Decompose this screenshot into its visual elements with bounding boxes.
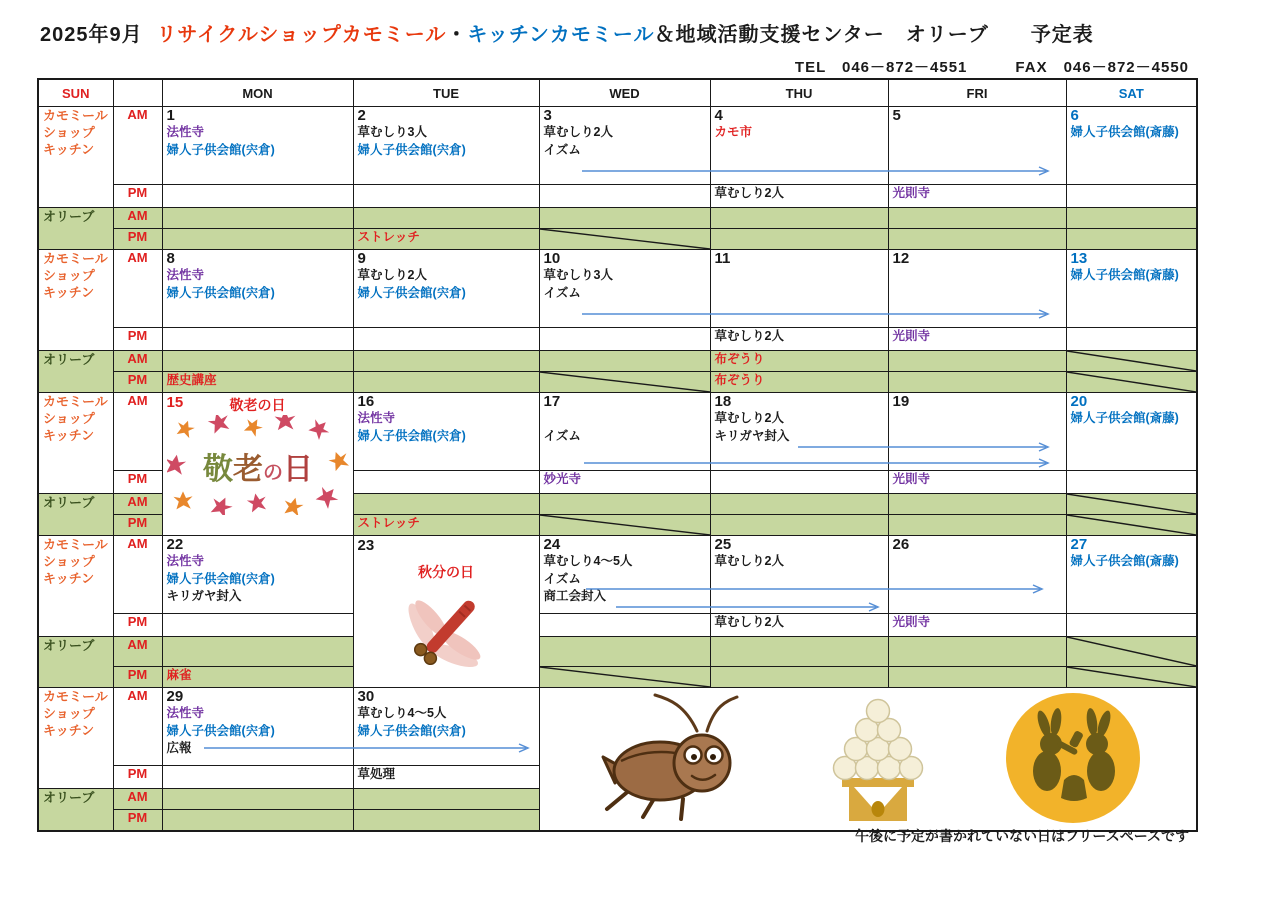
week1-row4 [38, 229, 1197, 250]
cell-w3-wed-olive-am [539, 494, 710, 515]
date-number: 29 [166, 688, 184, 705]
date-number: 3 [543, 107, 552, 124]
row-label-chamomile: カモミール ショップ キッチン [38, 107, 113, 208]
cell-w1-tue-olive-pm [353, 229, 539, 250]
cell-w3-thu-olive-pm [710, 515, 888, 536]
event-text: キリガヤ封入 [714, 428, 790, 443]
week3-row1 [38, 393, 1197, 471]
olive-pm-label: PM [113, 810, 162, 831]
cell-w1-mon-am [162, 107, 353, 185]
closed-slash-line [1067, 494, 1197, 514]
title-shop-name: リサイクルショップカモミール [156, 24, 447, 46]
cell-w1-tue-am [353, 107, 539, 185]
event-text: 婦人子供会館(宍倉) [166, 723, 275, 738]
cell-w1-sat-olive-am [1066, 208, 1197, 229]
cell-w2-tue-olive-pm [353, 372, 539, 393]
calendar-table [37, 78, 1198, 832]
date-number: 25 [714, 536, 732, 553]
weekday-header-TUE: TUE [353, 79, 539, 107]
am-label: AM [113, 250, 162, 328]
holiday-name: 敬老の日 [229, 397, 286, 413]
closed-slash-line [1067, 637, 1197, 666]
date-number: 15 [166, 394, 184, 411]
cell-w4-mon-pm [162, 614, 353, 637]
date-number: 12 [892, 250, 910, 267]
cell-w5-mon-am [162, 688, 353, 766]
dragonfly-illustration [386, 582, 506, 682]
event-text: 法性寺 [357, 411, 396, 425]
cell-w4-sat-olive-am [1066, 637, 1197, 667]
event-text: 草むしり2人 [714, 615, 784, 629]
cell-w4-sat-olive-pm [1066, 667, 1197, 688]
cell-w1-fri-olive-am [888, 208, 1066, 229]
footer-note: 午後に予定が書かれていない日はフリースペースです [854, 828, 1189, 844]
autumn-illustrations-cell [539, 688, 1197, 831]
cell-w3-thu-am [710, 393, 888, 471]
row-label-chamomile: カモミール ショップ キッチン [38, 393, 113, 494]
cell-w2-tue-pm [353, 328, 539, 351]
date-number: 17 [543, 393, 561, 410]
date-number: 10 [543, 250, 561, 267]
event-text: 麻雀 [166, 668, 192, 682]
cell-w2-wed-olive-am [539, 351, 710, 372]
weekday-header-row [38, 79, 1197, 107]
row-label-chamomile: カモミール ショップ キッチン [38, 688, 113, 789]
week2-row1 [38, 250, 1197, 328]
cell-w3-sat-olive-am [1066, 494, 1197, 515]
row-label-chamomile: カモミール ショップ キッチン [38, 250, 113, 351]
event-text: 草むしり2人 [714, 186, 784, 200]
week1-row3 [38, 208, 1197, 229]
cell-w4-sat-pm [1066, 614, 1197, 637]
event-text: 草むしり4～5人 [543, 554, 633, 568]
week1-row2 [38, 185, 1197, 208]
event-text: 妙光寺 [543, 472, 582, 486]
row-label-olive: オリーブ [38, 208, 113, 250]
week4-row3 [38, 637, 1197, 667]
cell-w1-sat-olive-pm [1066, 229, 1197, 250]
event-text: 草むしり3人 [357, 125, 427, 139]
weekday-header-spacer [113, 79, 162, 107]
event-text: 広報 [166, 741, 192, 755]
cell-w4-mon-olive-am [162, 637, 353, 667]
cell-w4-thu-olive-pm [710, 667, 888, 688]
date-number: 22 [166, 536, 184, 553]
am-label: AM [113, 107, 162, 185]
cell-w1-thu-olive-am [710, 208, 888, 229]
cell-w4-thu-pm [710, 614, 888, 637]
week4-row4 [38, 667, 1197, 688]
cell-w2-mon-am [162, 250, 353, 328]
cell-w1-fri-am [888, 107, 1066, 185]
title-separator: ・ [446, 24, 468, 46]
date-number: 9 [357, 250, 366, 267]
moon-rabbits-illustration [996, 688, 1151, 828]
cell-w2-thu-olive-pm [710, 372, 888, 393]
cell-w2-mon-olive-pm [162, 372, 353, 393]
cell-w4-sat-am [1066, 536, 1197, 614]
cell-w4-mon-olive-pm [162, 667, 353, 688]
event-text: イズム [543, 142, 581, 157]
event-text [544, 410, 706, 428]
event-text: 草むしり3人 [543, 268, 613, 282]
row-label-chamomile: カモミール ショップ キッチン [38, 536, 113, 637]
holiday-cell-keiro [162, 393, 353, 536]
cell-w3-fri-olive-pm [888, 515, 1066, 536]
event-text: イズム [543, 285, 581, 300]
event-text: 婦人子供会館(宍倉) [357, 285, 466, 300]
cell-w2-fri-pm [888, 328, 1066, 351]
date-number: 30 [357, 688, 375, 705]
cell-w2-sat-olive-am [1066, 351, 1197, 372]
event-text: 歴史講座 [166, 373, 217, 387]
cell-w2-thu-am [710, 250, 888, 328]
closed-slash-line [540, 667, 710, 687]
cell-w2-mon-olive-am [162, 351, 353, 372]
weekday-header-THU: THU [710, 79, 888, 107]
cell-w2-wed-am [539, 250, 710, 328]
date-number: 13 [1070, 250, 1088, 267]
am-label: AM [113, 536, 162, 614]
cell-w1-tue-olive-am [353, 208, 539, 229]
row-label-olive: オリーブ [38, 351, 113, 393]
event-text: イズム [543, 571, 581, 586]
olive-am-label: AM [113, 351, 162, 372]
cell-w3-tue-am [353, 393, 539, 471]
event-text: 婦人子供会館(斎藤) [1070, 554, 1179, 568]
event-text: 婦人子供会館(宍倉) [166, 571, 275, 586]
am-label: AM [113, 688, 162, 766]
cell-w3-thu-pm [710, 471, 888, 494]
cell-w1-mon-pm [162, 185, 353, 208]
event-text: 布ぞうり [714, 352, 765, 366]
title-kitchen-name: キッチンカモミール [467, 24, 655, 46]
closed-slash-line [1067, 515, 1197, 535]
event-text: カモ市 [714, 125, 753, 139]
cell-w3-tue-pm [353, 471, 539, 494]
date-number: 4 [714, 107, 723, 124]
event-text: 草むしり2人 [714, 411, 784, 425]
olive-pm-label: PM [113, 372, 162, 393]
week1-row1 [38, 107, 1197, 185]
cell-w5-tue-olive-am [353, 789, 539, 810]
event-text: 布ぞうり [714, 373, 765, 387]
cell-w3-sat-olive-pm [1066, 515, 1197, 536]
date-number: 16 [357, 393, 375, 410]
olive-pm-label: PM [113, 515, 162, 536]
date-number: 26 [892, 536, 910, 553]
date-number: 20 [1070, 393, 1088, 410]
event-text: 法性寺 [166, 268, 205, 282]
page-title [40, 18, 1094, 47]
event-text: 法性寺 [166, 554, 205, 568]
date-number: 2 [357, 107, 366, 124]
closed-slash-line [1067, 372, 1197, 392]
week2-row2 [38, 328, 1197, 351]
cell-w3-tue-olive-am [353, 494, 539, 515]
cell-w4-fri-olive-pm [888, 667, 1066, 688]
date-number: 11 [714, 250, 731, 267]
event-text: キリガヤ封入 [166, 589, 242, 603]
weekday-header-SAT: SAT [1066, 79, 1197, 107]
cell-w1-mon-olive-pm [162, 229, 353, 250]
cell-w4-fri-olive-am [888, 637, 1066, 667]
cell-w4-wed-olive-pm [539, 667, 710, 688]
closed-slash-line [540, 515, 710, 535]
event-text: 草むしり2人 [714, 329, 784, 343]
olive-am-label: AM [113, 494, 162, 515]
tsukimi-dango-illustration [822, 692, 934, 824]
cell-w1-fri-pm [888, 185, 1066, 208]
row-label-olive: オリーブ [38, 789, 113, 831]
date-number: 18 [714, 393, 732, 410]
cell-w1-thu-am [710, 107, 888, 185]
closed-slash-line [540, 229, 710, 249]
pm-label: PM [113, 328, 162, 351]
date-number: 1 [166, 107, 175, 124]
cell-w5-mon-olive-am [162, 789, 353, 810]
cell-w2-sat-pm [1066, 328, 1197, 351]
cell-w3-wed-olive-pm [539, 515, 710, 536]
cell-w1-wed-olive-am [539, 208, 710, 229]
title-rest: ＆地域活動支援センター オリーブ 予定表 [654, 24, 1094, 46]
title-month: 2025年9月 [40, 24, 143, 46]
cell-w1-mon-olive-am [162, 208, 353, 229]
contact-phone-fax: TEL 046－872－4551 FAX 046－872－4550 [794, 59, 1189, 76]
weekday-header-WED: WED [539, 79, 710, 107]
cell-w4-wed-pm [539, 614, 710, 637]
cell-w2-wed-olive-pm [539, 372, 710, 393]
cell-w2-sat-am [1066, 250, 1197, 328]
event-text: 婦人子供会館(宍倉) [357, 723, 466, 738]
row-label-olive: オリーブ [38, 494, 113, 536]
event-text: 婦人子供会館(宍倉) [357, 142, 466, 157]
event-text: 草むしり2人 [357, 268, 427, 282]
event-text: 法性寺 [166, 125, 205, 139]
cell-w5-mon-pm [162, 766, 353, 789]
event-text: 婦人子供会館(斎藤) [1070, 268, 1179, 282]
weekday-header-MON: MON [162, 79, 353, 107]
event-text: イズム [543, 428, 581, 443]
closed-slash-line [1067, 667, 1197, 687]
cell-w3-tue-olive-pm [353, 515, 539, 536]
olive-am-label: AM [113, 208, 162, 229]
cell-w2-tue-olive-am [353, 351, 539, 372]
cell-w3-fri-pm [888, 471, 1066, 494]
cell-w1-tue-pm [353, 185, 539, 208]
cell-w2-fri-olive-am [888, 351, 1066, 372]
cricket-illustration [585, 691, 760, 826]
event-text: 婦人子供会館(斎藤) [1070, 125, 1179, 139]
event-text: 婦人子供会館(宍倉) [357, 428, 466, 443]
cell-w4-fri-pm [888, 614, 1066, 637]
cell-w5-tue-pm [353, 766, 539, 789]
cell-w3-sat-pm [1066, 471, 1197, 494]
cell-w1-fri-olive-pm [888, 229, 1066, 250]
cell-w4-wed-olive-am [539, 637, 710, 667]
keiro-no-hi-illustration [167, 415, 349, 515]
cell-w2-tue-am [353, 250, 539, 328]
date-number: 5 [892, 107, 901, 124]
date-number: 27 [1070, 536, 1088, 553]
event-text: ストレッチ [357, 516, 420, 530]
event-text: 草むしり4～5人 [357, 706, 447, 720]
cell-w1-wed-am [539, 107, 710, 185]
event-text: 光則寺 [892, 186, 931, 200]
event-text: ストレッチ [357, 230, 420, 244]
cell-w1-wed-olive-pm [539, 229, 710, 250]
event-text: 光則寺 [892, 615, 931, 629]
date-number: 6 [1070, 107, 1079, 124]
cell-w2-wed-pm [539, 328, 710, 351]
date-number: 8 [166, 250, 175, 267]
olive-pm-label: PM [113, 229, 162, 250]
holiday-cell-shubun [353, 536, 539, 688]
cell-w4-thu-olive-am [710, 637, 888, 667]
cell-w1-thu-pm [710, 185, 888, 208]
cell-w2-sat-olive-pm [1066, 372, 1197, 393]
row-label-olive: オリーブ [38, 637, 113, 688]
cell-w3-thu-olive-am [710, 494, 888, 515]
cell-w3-wed-am [539, 393, 710, 471]
event-text: 婦人子供会館(宍倉) [166, 285, 275, 300]
event-text: 法性寺 [166, 706, 205, 720]
cell-w3-fri-olive-am [888, 494, 1066, 515]
closed-slash-line [540, 372, 710, 392]
holiday-name: 秋分の日 [418, 564, 474, 580]
pm-label: PM [113, 185, 162, 208]
week2-row4 [38, 372, 1197, 393]
cell-w1-thu-olive-pm [710, 229, 888, 250]
cell-w2-thu-pm [710, 328, 888, 351]
week4-row1 [38, 536, 1197, 614]
pm-label: PM [113, 471, 162, 494]
closed-slash-line [1067, 351, 1197, 371]
olive-pm-label: PM [113, 667, 162, 688]
am-label: AM [113, 393, 162, 471]
cell-w2-thu-olive-am [710, 351, 888, 372]
event-text: 光則寺 [892, 472, 931, 486]
olive-am-label: AM [113, 789, 162, 810]
cell-w3-wed-pm [539, 471, 710, 494]
cell-w1-sat-pm [1066, 185, 1197, 208]
event-text: 商工会封入 [543, 589, 607, 603]
pm-label: PM [113, 614, 162, 637]
weekday-header-FRI: FRI [888, 79, 1066, 107]
cell-w2-mon-pm [162, 328, 353, 351]
pm-label: PM [113, 766, 162, 789]
weekday-header-SUN: SUN [38, 79, 113, 107]
event-text: 草むしり2人 [543, 125, 613, 139]
cell-w4-wed-am [539, 536, 710, 614]
week5-row1 [38, 688, 1197, 766]
cell-w3-sat-am [1066, 393, 1197, 471]
date-number: 19 [892, 393, 910, 410]
date-number: 24 [543, 536, 561, 553]
event-text: 光則寺 [892, 329, 931, 343]
cell-w2-fri-am [888, 250, 1066, 328]
svg-text:敬老の日: 敬老の日 [202, 452, 313, 487]
week2-row3 [38, 351, 1197, 372]
cell-w4-mon-am [162, 536, 353, 614]
cell-w3-fri-am [888, 393, 1066, 471]
cell-w1-wed-pm [539, 185, 710, 208]
cell-w2-fri-olive-pm [888, 372, 1066, 393]
event-text: 婦人子供会館(宍倉) [166, 142, 275, 157]
date-number: 23 [357, 537, 375, 554]
event-text: 草処理 [357, 767, 396, 781]
event-text: 草むしり2人 [714, 554, 784, 568]
event-text: 婦人子供会館(斎藤) [1070, 411, 1179, 425]
cell-w4-thu-am [710, 536, 888, 614]
week4-row2 [38, 614, 1197, 637]
cell-w1-sat-am [1066, 107, 1197, 185]
olive-am-label: AM [113, 637, 162, 667]
cell-w4-fri-am [888, 536, 1066, 614]
autumn-illustrations [544, 688, 1193, 828]
cell-w5-tue-am [353, 688, 539, 766]
